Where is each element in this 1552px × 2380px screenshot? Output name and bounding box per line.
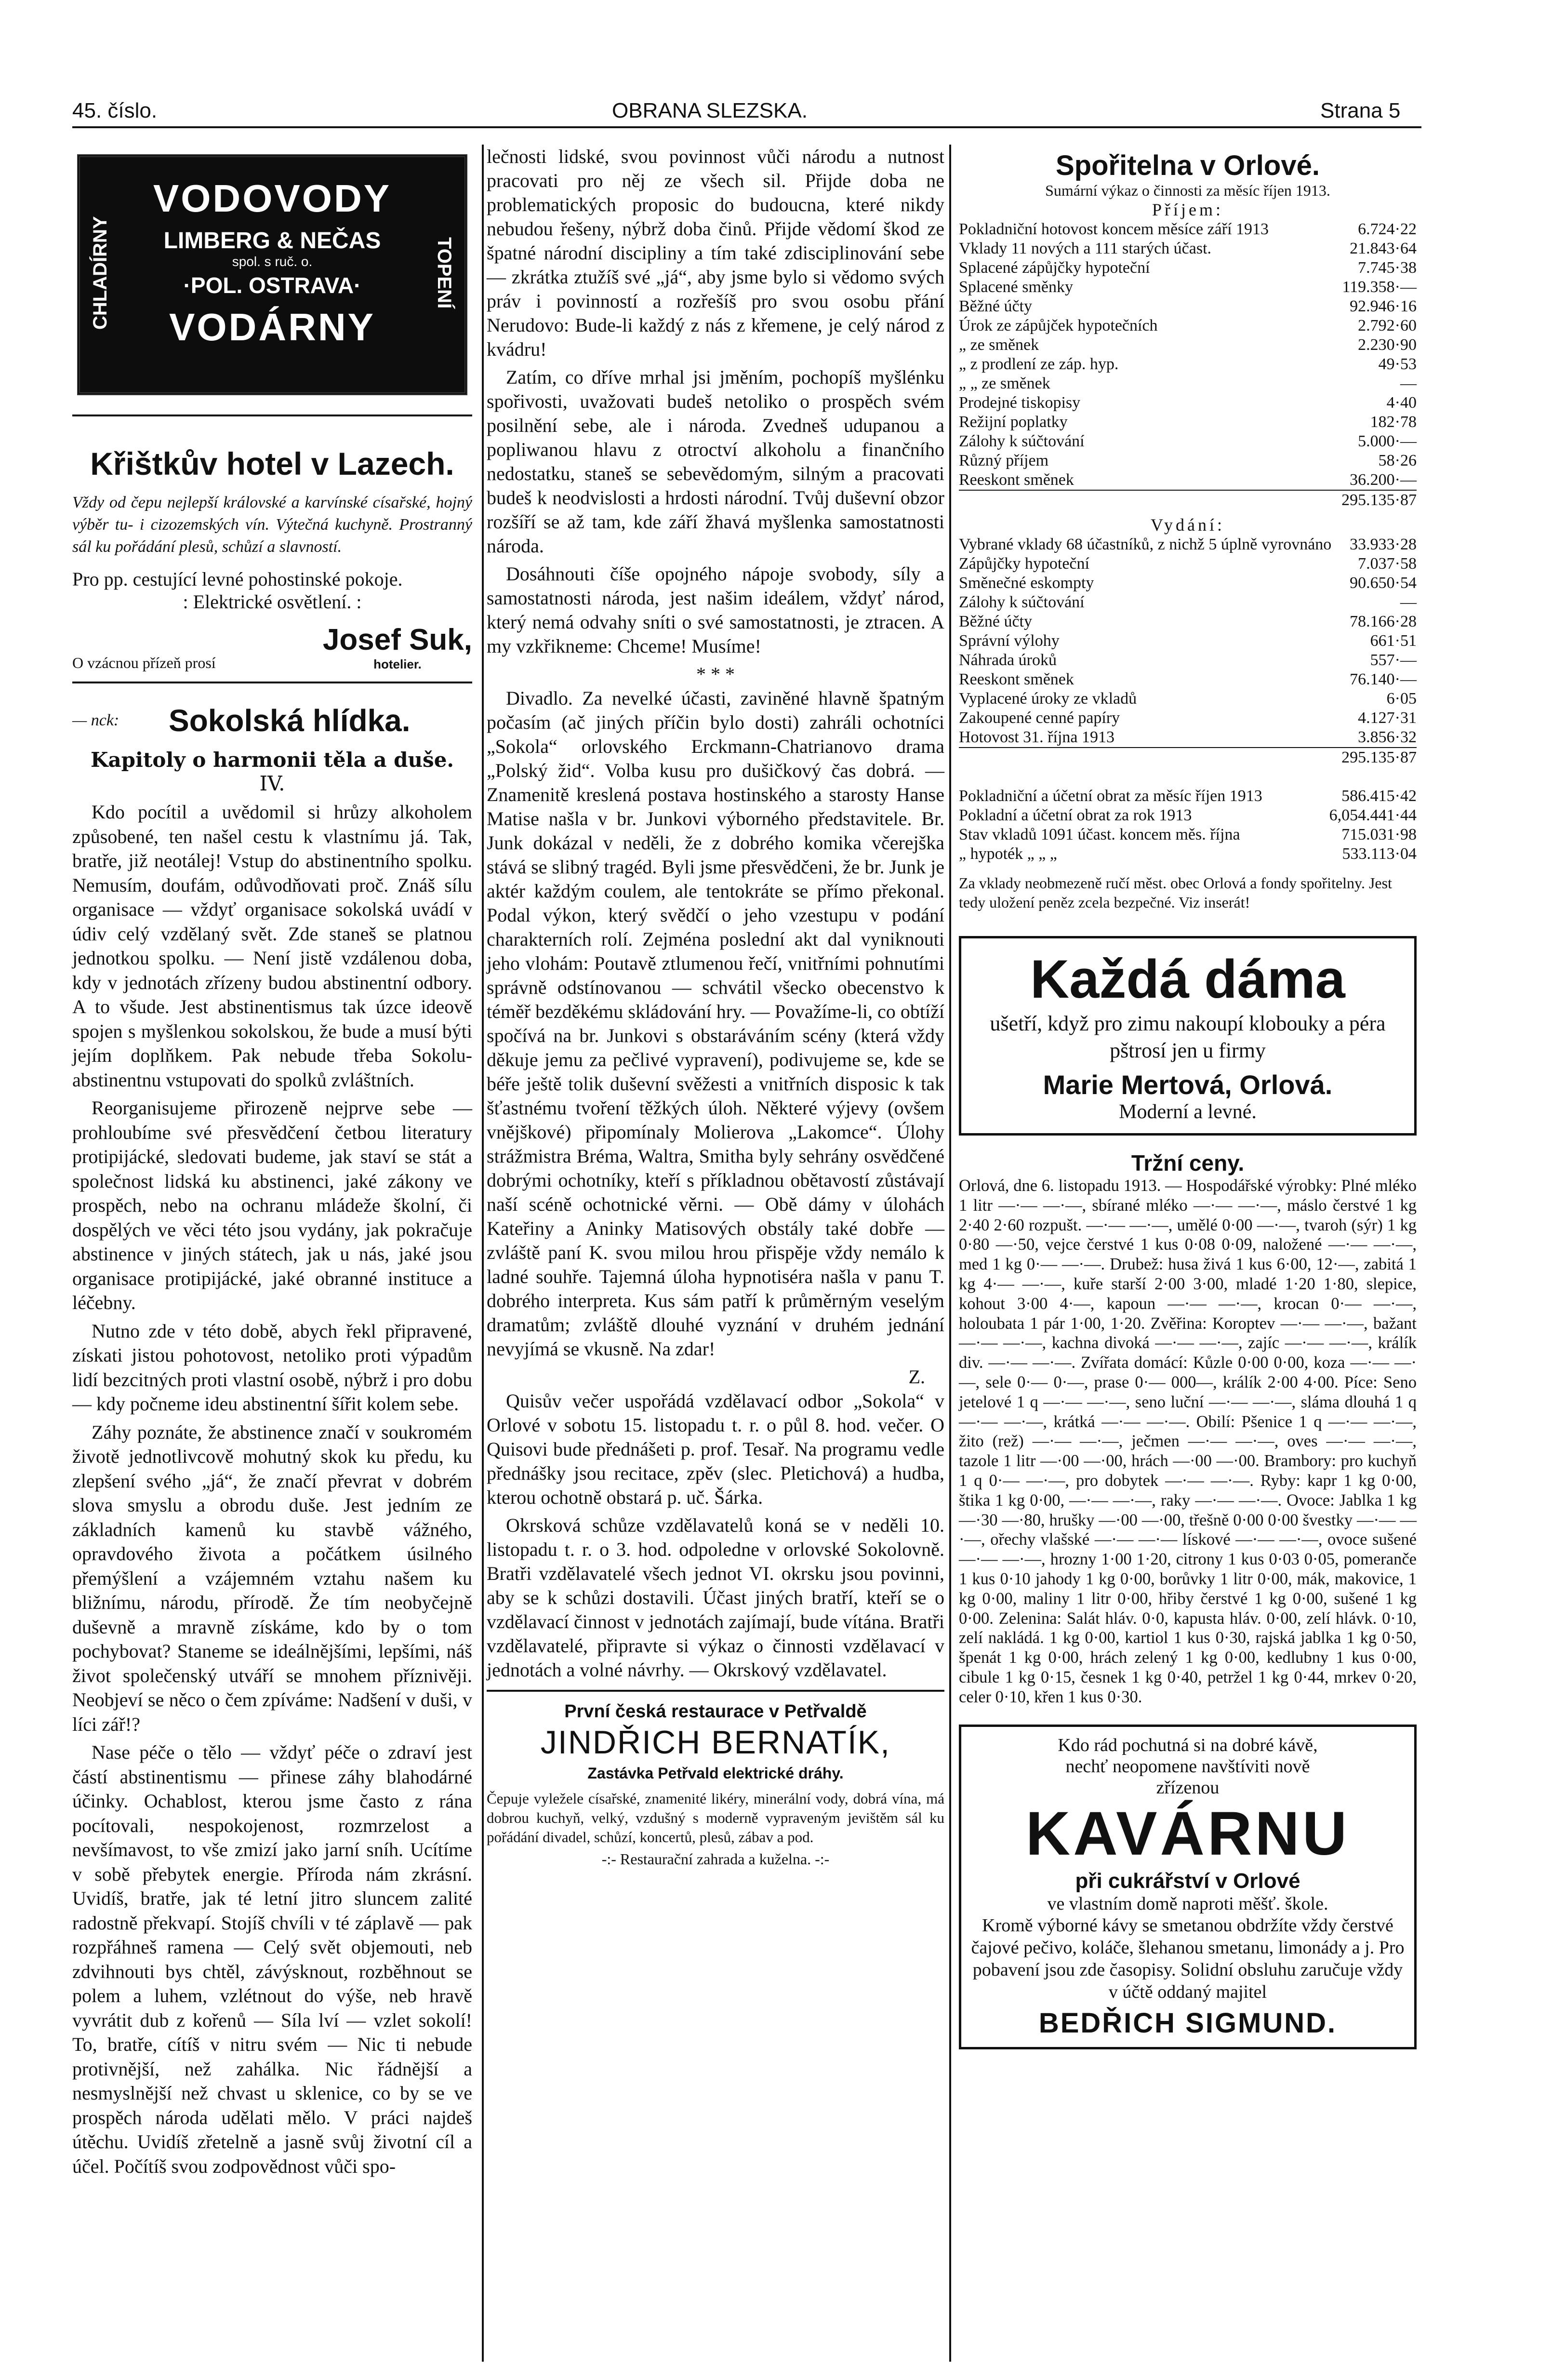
bank-row-label: Pokladniční a účetní obrat za měsíc říjen 1913 — [959, 787, 1262, 805]
bank-row — [959, 593, 1417, 612]
bank-row-value: 36.200·— — [1350, 471, 1417, 489]
bank-row — [959, 670, 1417, 689]
bank-row-label: „ hypoték „ „ „ — [959, 845, 1057, 863]
hotel-prosi: O vzácnou přízeň prosí — [72, 654, 216, 671]
bank-income-total: 295.135·87 — [1341, 491, 1417, 509]
bank-row-value: 90.650·54 — [1350, 574, 1417, 592]
kavarna-text: Kromě výborné kávy se smetanou obdržíte vždy čerstvé čajové pečivo, koláče, šlehanou smetanu, limonády a j. Pro pobavení jsou zde časopisy. Solidní obsluhu zaručuje vždy v účtě oddaný majitel — [971, 1915, 1405, 2002]
bank-row — [959, 554, 1417, 574]
vodovody-side-right: TOPENÍ — [434, 237, 455, 309]
bank-row — [959, 316, 1417, 335]
bank-vydani: Vydání: — [1151, 515, 1225, 535]
bank-row-label: Vyplacené úroky ze vkladů — [959, 690, 1137, 708]
bank-row-label: Úrok ze zápůjček hypotečních — [959, 317, 1158, 334]
bank-expense-list — [959, 535, 1417, 747]
bank-row-value: 2.230·90 — [1358, 336, 1417, 354]
bank-row-label: „ z prodlení ze záp. hyp. — [959, 355, 1119, 373]
bank-row-label: Náhrada úroků — [959, 651, 1057, 669]
bank-row-value: 92.946·16 — [1350, 297, 1417, 315]
bank-row-value: 182·78 — [1370, 413, 1417, 431]
vodovody-firm: LIMBERG & NEČAS — [163, 228, 381, 254]
bank-row-value: 661·51 — [1370, 632, 1417, 650]
sokol-subtitle: Kapitoly o harmonii těla a duše. — [90, 748, 454, 772]
kavarna-owner: BEDŘICH SIGMUND. — [1038, 2007, 1337, 2039]
bank-row-label: Režijní poplatky — [959, 413, 1068, 431]
bank-row — [959, 297, 1417, 316]
bank-row-value: 6·05 — [1386, 690, 1417, 708]
bank-row — [959, 728, 1417, 747]
bank-row-label: Vklady 11 nových a 111 starých účast. — [959, 240, 1212, 257]
bank-row-value: 2.792·60 — [1358, 317, 1417, 334]
bank-row-label: „ ze směnek — [959, 336, 1039, 354]
sokol-num: IV. — [259, 772, 285, 795]
bank-title: Spořitelna v Orlové. — [1056, 150, 1320, 181]
vodovody-ad — [77, 154, 467, 395]
bank-row-label: Zálohy k súčtování — [959, 432, 1085, 450]
bank-row-label: Splacené zápůjčky hypoteční — [959, 259, 1150, 277]
market-title: Tržní ceny. — [1131, 1150, 1245, 1176]
okrsk-paragraph: Okrsková schůze vzdělavatelů koná se v neděli 10. listopadu t. r. o 3. hod. odpoledne v orlovské Sokolovně. Bratři vzdělavatelé všech jednot VI. okrsku jsou povinni, aby se k schůzi dostavili. Účast jiných bratří, kteří se o vzdělavací činnost v jednotách zajímají, bude vítána. Bratři vzdělavatelé, připravte si výkaz o činnosti vzdělavací v jednotách a volné návrhy. — Okrskový vzdělavatel. — [487, 1514, 944, 1681]
bank-row-value: 557·— — [1370, 651, 1417, 669]
sokol-paragraph: Kdo pocítil a uvědomil si hrůzy alkoholem způsobené, ten našel cestu k vlastnímu já. Tak, bratře, již neotálej! Vstup do abstinentního spolku. Nemusím, doufám, odůvodňovati proč. Znáš sílu organisace — vždyť organisace sokolská uvádí v údiv celý vzdělaný svět. Zde staneš se platnou jednotkou spolku. — Není jistě vzdálenou doba, kdy v jednotách zřízeny budou abstinentní odbory. A to všude. Jest abstinentismus tak úzce ideově spojen s myšlenkou sokolskou, že bude a musí býti jejím doplňkem. Pak nebude třeba Sokolu-abstinentnu vstupovati do spolků zvláštních. — [72, 801, 472, 1091]
bank-row-value: 715.031·98 — [1341, 826, 1417, 843]
hotel-text: Vždy od čepu nejlepší královské a karvínské císařské, hojný výběr tu- i cizozemských vín. Výtečná kuchyně. Prostranný sál ku pořádání plesů, schůzí a slavností. — [72, 494, 472, 556]
vodovody-title: VODOVODY — [153, 177, 392, 220]
sokol-paragraph: Reorganisujeme přirozeně nejprve sebe — prohloubíme své přesvědčení četbou literatury protipijácké, sledovati budeme, jak staví se stát a společnost lidská ku abstinenci, jaké zákony ve prospěch, nebo na ochranu mládeže školní, či dospělých ve věci této jsou vydány, jak pokračuje abstinence v jiných státech, jak u nás, jaké jsou organisace protipijácké, jaké obranné instituce a léčebny. — [72, 1097, 472, 1313]
hotel-pro: Pro pp. cestující levné pohostinské pokoje. — [72, 568, 403, 590]
bank-row-value: 7.037·58 — [1358, 555, 1417, 573]
sokol-paragraph: Záhy poznáte, že abstinence značí v soukromém životě jednotlivcově mohutný skok ku předu, ku zlepšení svého „já“, že značí převrat v dobrém slova smyslu a obrodu duše. Jest jedním ze základních kamenů ku stavbě vážného, opravdového života a počátkem úsilného přemýšlení a vzájemném vztahu našem ku bližnímu, národu, přírodě. Že tím neobyčejně duševně a mravně získáme, kdo by o tom pochybovat? Staneme se ideálnějšími, lepšími, náš život společenský utváří se mnohem příznivěji. Neobjeví se něco o čem zpíváme: Nadšení v duši, v líci zář!? — [72, 1421, 472, 1735]
bank-row — [959, 258, 1417, 278]
divadlo-sign: Z. — [908, 1366, 925, 1388]
bank-row — [959, 535, 1417, 554]
sokol-title: Sokolská hlídka. — [169, 703, 411, 738]
kavarna-title: KAVÁRNU — [1025, 1799, 1350, 1868]
bank-row-label: Stav vkladů 1091 účast. koncem měs. října — [959, 826, 1240, 843]
bank-row-label: Správní výlohy — [959, 632, 1060, 650]
bank-row-value: 5.000·— — [1358, 432, 1417, 450]
bank-row — [959, 355, 1417, 374]
bank-row — [959, 651, 1417, 670]
bank-row — [959, 239, 1417, 258]
bank-row-value: 4·40 — [1386, 394, 1417, 412]
bank-row-label: Různý příjem — [959, 452, 1049, 469]
vodovody-side-left: CHLADÍRNY — [90, 216, 111, 330]
bernatik-text: Čepuje vyležele císařské, znamenité likéry, minerální vody, dobrá vína, má dobrou kuchyň, velký, vzdušný s moderně vypraveným jevištěm sál ku pořádání divadel, schůzí, koncertů, plesů, zábav a pod. — [487, 1790, 944, 1845]
header-rule — [72, 126, 1421, 128]
bank-row — [959, 413, 1417, 432]
sokol-paragraph: Nutno zde v této době, abych řekl připravené, získati jistou pohotovost, netoliko proti výpadům lidí bezcitných proti vlastní osobě, nýbrž i pro dobu — kdy počneme ideu abstinentní šířit kolem sebe. — [72, 1320, 472, 1415]
bank-row — [959, 844, 1417, 864]
bank-row-value: 76.140·— — [1350, 670, 1417, 688]
bank-row-value: 7.745·38 — [1358, 259, 1417, 277]
divider — [72, 414, 472, 416]
bank-row-value: 6,054.441·44 — [1329, 806, 1417, 824]
bank-row-label: Zápůjčky hypoteční — [959, 555, 1089, 573]
bank-subtitle: Sumární výkaz o činnosti za měsíc říjen 1913. — [1045, 182, 1330, 199]
quisov-paragraph: Quisův večer uspořádá vzdělavací odbor „Sokola“ v Orlové v sobotu 15. listopadu t. r. o půl 8. hod. večer. O Quisovi bude přednášeti p. prof. Tesař. Na programu vedle přednášky jsou recitace, zpěv (slec. Pletichová) a hudba, kterou ochotně obstará p. uč. Šárka. — [487, 1390, 944, 1508]
bank-row-label: Zálohy k súčtování — [959, 593, 1085, 611]
bank-row-value: 78.166·28 — [1350, 613, 1417, 630]
kavarna-l2: nechť neopomene navštíviti nově — [1065, 1756, 1310, 1777]
market-text: Orlová, dne 6. listopadu 1913. — Hospodářské výrobky: Plné mléko 1 litr —·— —·—, sbírané mléko —·— —·—, máslo čerstvé 1 kg 2·40 2·60 rozpušt. —·— —·—, umělé 0·00 —·—, tvaroh (sýr) 1 kg 0·80 —·50, vejce čerstvé 1 kus 0·08 0·09, naložené —·— —·—, med 1 kg 0·— —·—. Drubež: husa živá 1 kus 6·00, 12·—, zabitá 1 kg 4·— —·—, kuře starší 2·00 3·00, mladé 1·20 1·80, slepice, kohout 3·00 4·—, kapoun —·— —·—, krocan 0·— —·—, holoubata 1 pár 1·00, 1·20. Zvěřina: Koroptev —·— —·—, bažant —·— —·—, kachna divoká —·— —·—, zajíc —·— —·—, králík div. —·— —·—. Zvířata domácí: Kůzle 0·00 0·00, koza —·— —·—, sele 0·— 0·—, prase 0·— 000—, králík 2·00 4·00. Píce: Seno jetelové 1 q —·— —·—, seno luční —·— —·—, sláma dlouhá 1 q —·— —·—, krátká —·— —·—. Obilí: Pšenice 1 q —·— —·—, žito (rež) —·— —·—, ječmen —·— —·—, oves —·— —·—, tazole 1 litr —·00 —·00, hrách —·00 —·00. Brambory: pro kuchyň 1 q 0·— —·—, pro dobytek —·— —·—. Ryby: kapr 1 kg 0·00, štika 1 kg 0·00, —·— —·—, raky —·— —·—. Ovoce: Jablka 1 kg —·30 —·80, hrušky —·00 —·00, třešně 0·00 0·00 švestky —·— —·—, ořechy vlašské —·— —·— lískové —·— —·—, ovoce sušené —·— —·—, hrozny 1·00 1·20, citrony 1 kus 0·03 0·05, pomeranče 1 kus 0·10 jahody 1 kg 0·00, borůvky 1 litr 0·00, mák, makovice, 1 kg 0·00, maliny 1 litr 0·00, hřiby čerstvé 1 kg 0·00, sušené 1 kg 0·00. Zelenina: Salát hláv. 0·0, kapusta hláv. 0·00, zelí hlávk. 0·10, zelí nakládá. 1 kg 0·00, kartiol 1 kus 0·30, rajská jablka 1 kg 0·50, špenát 1 kg 0·00, hrách zelený 1 kg 0·00, kedlubny 1 kus 0·00, cibule 1 kg 0·15, česnek 1 kg 0·40, petržel 1 kg 0·44, mrkev 0·20, celer 0·10, křen 1 kus 0·30. — [959, 1177, 1417, 1706]
bank-row — [959, 278, 1417, 297]
dama-title: Každá dáma — [1030, 949, 1345, 1009]
divider — [487, 1690, 944, 1692]
bank-row — [959, 393, 1417, 413]
dama-text: ušetří, když pro zimu nakoupí klobouky a péra pštrosí jen u firmy — [990, 1012, 1386, 1062]
bank-row — [959, 374, 1417, 393]
bank-row-label: Zakoupené cenné papíry — [959, 709, 1120, 727]
bank-row-label: Pokladní a účetní obrat za rok 1913 — [959, 806, 1192, 824]
bank-row — [959, 335, 1417, 355]
hotel-role: hotelier. — [373, 657, 422, 671]
divadlo-paragraph: Divadlo. Za nevelké účasti, zaviněné hlavně špatným počasím (ač jiných příčin bylo dosti) zahráli ochotníci „Sokola“ orlovského Erckmann-Chatrianovo drama „Polský žid“. Volba kusu pro dušičkový čas dobrá. — Znamenitě kreslená postava hostinského a starosty Hanse Matise našla v br. Junkovi výborného představitele. Br. Junk dokázal v neděli, že z dobrého komika včerejška stává se slibný tragéd. Byli jsme přesvědčeni, že br. Junk je aktér každým coulem, ale tentokráte se přímo překonal. Podal výkon, který svědčí o jeho vzestupu v podání charakterních rolí. Zejména poslední akt dal vyniknouti jeho vlohám: Poutavě ztlumenou řečí, vnitřními pohnutími správně odstínovanou — schvátil všecko obecenstvo k téměř bezděkému skládování hry. — Považíme-li, co obtíží spočívá na br. Junkovi s obstaráváním scény (která vždy děkuje jemu za pečlivé vypravení), podivujeme se, kde se béře ještě tolik duševní svěžesti a vnitřních disposic k tak šťastnému tvoření těžkých úloh. Některé výjevy (ovšem vnějškové) připomínaly Molierova „Lakomce“. Úlohy strážmistra Bréma, Waltra, Smitha byly sehrány osvědčené dobrými ochotníky, kteří s příkladnou obětavostí zůstávají naší scéně ochotnické věrni. — Obě dámy v úlohách Kateřiny a Aninky Matisových obstály také dobře — zvláště paní K. svou milou hrou přispěje vždy nemálo k ladné souhře. Tajemná úloha hypnotiséra našla v panu T. dobrého interpreta. Kus sám patří k průměrným veselým dramatům; zvláště dlouhé vyznání v druhém jednání nevyjímá se vkusně. Na zdar! — [487, 687, 944, 1360]
bank-row — [959, 689, 1417, 709]
column-2 — [487, 145, 944, 1871]
kavarna-l4: ve vlastním domě naproti měšť. školе. — [1047, 1893, 1328, 1914]
bernatik-foot: -:- Restaurační zahrada a kuželna. -:- — [601, 1850, 830, 1868]
page-number: Strana 5 — [1320, 99, 1401, 122]
bernatik-top: První česká restaurace v Petřvaldě — [564, 1701, 867, 1722]
bank-row-label: Běžné účty — [959, 613, 1032, 630]
column-rule-2 — [949, 145, 951, 2362]
bank-row-value: 586.415·42 — [1341, 787, 1417, 805]
vodovody-vodarny: VODÁRNY — [169, 306, 376, 348]
article-paragraph: lečnosti lidské, svou povinnost vůči národu a nutnost pracovati pro něj ze všech sil. Přijde doba ne problematických proposic do budoucna, které nikdy nebudou řešeny, nýbrž doba činů. Přijde vědomí škod ze špatné národní discipliny a tím také zdisciplinování sebe — zkrátka ztužíš své „já“, aby jsme bylo si vědomo svých práv i povinností a rozřešíš pro svou osobu přání Nerudovo: Bude-li každý z nás z křemene, je celý národ z kvádru! — [487, 146, 944, 360]
bank-row-label: Reeskont směnek — [959, 670, 1074, 688]
bank-income-list — [959, 220, 1417, 490]
bank-row-label: „ „ ze směnek — [959, 374, 1050, 392]
bank-row — [959, 787, 1417, 806]
bank-row-label: Pokladniční hotovost koncem měsíce září 1913 — [959, 220, 1269, 238]
bernatik-name: JINDŘICH BERNATÍK, — [540, 1724, 891, 1761]
bank-row-label: Splacené směnky — [959, 278, 1073, 296]
dama-ad — [959, 936, 1417, 1136]
column-3 — [959, 149, 1417, 2049]
article-paragraph: Dosáhnouti číše opojného nápoje svobody, síly a samostatnosti národa, jest našim ideálem, vždyť národ, který nemá odvahy sníti o své samostatnosti, je ztracen. A my vzkřikneme: Chceme! Musíme! — [487, 563, 944, 657]
bank-row-value: 533.113·04 — [1342, 845, 1417, 863]
bernatik-sub: Zastávka Petřvald elektrické dráhy. — [587, 1765, 844, 1782]
bank-row-value: 6.724·22 — [1358, 220, 1417, 238]
bank-row — [959, 574, 1417, 593]
bank-row — [959, 825, 1417, 844]
bank-row-value: 119.358·— — [1342, 278, 1417, 296]
stars: * * * — [696, 663, 735, 685]
vodovody-spol: spol. s ruč. o. — [232, 254, 313, 269]
bank-row — [959, 432, 1417, 451]
bank-row — [959, 709, 1417, 728]
bank-row-label: Prodejné tiskopisy — [959, 394, 1081, 412]
bank-row — [959, 470, 1417, 490]
sokol-paragraph: Nase péče o tělo — vždyť péče o zdraví jest částí abstinentismu — přinese záhy blahodárné účinky. Ochablost, kterou jsme často z rána pocítovali, nespokojenost, rozmrzelost a nevšímavost, to vše zmizí jako jarní sníh. Ucítíme v sobě přebytek energie. Příroda nám zkrásní. Uvidíš, bratře, jak té letní jitro sluncem zalité radostně překvapí. Stojíš chvíli v té záplavě — pak rozpřáhneš ramena — Celý svět objemouti, neb zdvihnouti bys chtěl, závýsknout, rozběhnout se polem a luhem, vzlétnout do výše, neb hravě vyvrátit dub z kořenů — Síla lví — vzlet sokolí! To, bratře, cítíš v nitru svém — Nic ti nebude protivnější, než zahálka. Nic řádnější a nesmyslnější než chvast u sklenice, co by se ve prospěch národa udělati mělo. V práci najdeš útěchu. Uvidíš zřetelně a jasně svůj životní cíl a účel. Počítíš svou zodpovědnost vůči spo- — [72, 1741, 472, 2177]
issue-number: 45. číslo. — [72, 99, 158, 122]
bank-row-value: 4.127·31 — [1358, 709, 1417, 727]
bank-row-label: Hotovost 31. října 1913 — [959, 728, 1114, 746]
bank-row-value: 58·26 — [1378, 452, 1417, 469]
bank-row-label: Reeskont směnek — [959, 471, 1074, 489]
bank-row-label: Směnečné eskompty — [959, 574, 1094, 592]
column-rule-1 — [482, 145, 484, 2362]
paper-title: OBRANA SLEZSKA. — [612, 99, 808, 122]
bank-row — [959, 612, 1417, 631]
kavarna-ad — [959, 1725, 1417, 2049]
kavarna-l3: zřízenou — [1156, 1777, 1220, 1798]
hotel-title: Křištkův hotel v Lazech. — [90, 446, 454, 481]
bank-expense-total: 295.135·87 — [1341, 749, 1417, 766]
bank-row-label: Vybrané vklady 68 účastníků, z nichž 5 úplně vyrovnáno — [959, 535, 1332, 553]
dama-name: Marie Mertová, Orlová. — [1043, 1070, 1333, 1100]
column-1 — [72, 154, 472, 2182]
dama-foot: Moderní a levné. — [1119, 1101, 1257, 1123]
bank-row-value: — — [1400, 593, 1417, 611]
bank-row-label: Běžné účty — [959, 297, 1032, 315]
bank-prijem: Příjem: — [1152, 200, 1223, 219]
bank-turnover-list — [959, 787, 1417, 864]
bank-row-value: 33.933·28 — [1350, 535, 1417, 553]
divider — [72, 682, 472, 683]
bank-row — [959, 220, 1417, 239]
bank-row-value: 3.856·32 — [1358, 728, 1417, 746]
article-paragraph: Zatím, co dříve mrhal jsi jměním, pochopíš myšlénku spořivosti, uvažovati budeš netoliko o prospěch svém posilnění sebe, ale i národa. Zvedneš udupanou a popliwanou hlavu z otroctví alkoholu a finančního nedostatku, staneš se sebevědomým, silným a pracovati budeš k neodvislosti a hrdosti národní. Tvůj duševní obzor rozšíří se až tam, kde září žhavá myšlenka samostatnosti národa. — [487, 366, 944, 557]
vodovody-city: ·POL. OSTRAVA· — [183, 273, 361, 298]
bank-row — [959, 451, 1417, 470]
hotel-owner: Josef Suk, — [322, 623, 472, 656]
bank-row-value: 49·53 — [1378, 355, 1417, 373]
kavarna-sub: při cukrářství v Orlové — [1075, 1869, 1300, 1893]
bank-row-value: 21.843·64 — [1350, 240, 1417, 257]
bank-row — [959, 631, 1417, 651]
bank-row-value: — — [1400, 374, 1417, 392]
sokol-author: — nck: — [72, 711, 119, 729]
bank-note: Za vklady neobmezeně ručí měst. obec Orlová a fondy spořitelny. Jest tedy uložení peněz zcela bezpečné. Viz inserát! — [959, 874, 1392, 911]
kavarna-l1: Kdo rád pochutná si na dobré kávě, — [1058, 1735, 1318, 1755]
bank-row — [959, 806, 1417, 825]
hotel-el: : Elektrické osvětlení. : — [183, 591, 362, 613]
